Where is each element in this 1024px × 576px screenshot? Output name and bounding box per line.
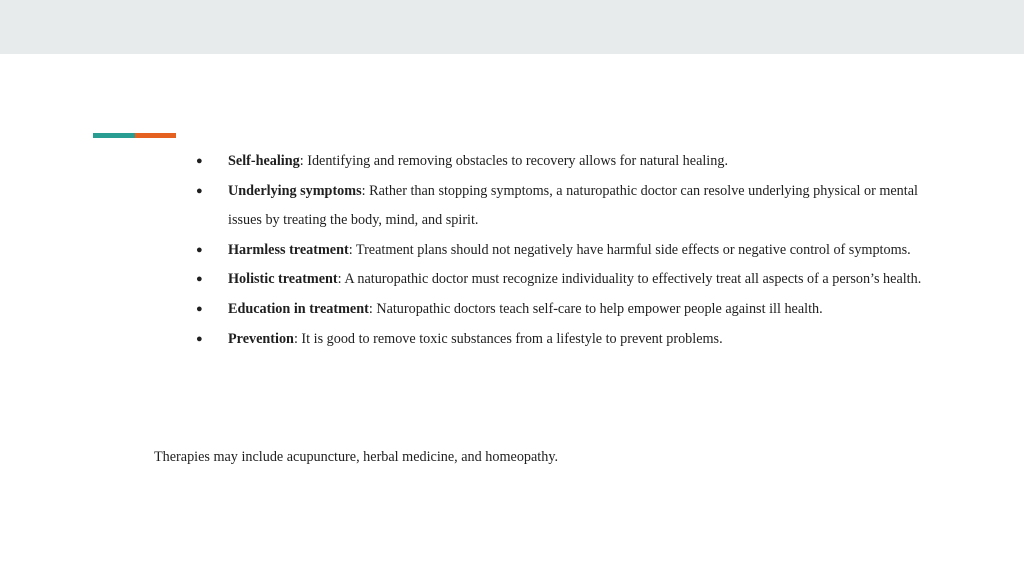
- item-term: Underlying symptoms: [228, 182, 362, 199]
- item-term: Education in treatment: [228, 300, 369, 317]
- bullet-dot-icon: ●: [196, 155, 203, 167]
- item-text: : A naturopathic doctor must recognize individuality to effectively treat all aspects of a person’s health.: [337, 271, 922, 288]
- bullet-dot-icon: ●: [196, 243, 203, 256]
- item-term: Prevention: [228, 330, 294, 347]
- closing-paragraph: Therapies may include acupuncture, herbal medicine, and homeopathy.: [154, 449, 559, 465]
- accent-bar-orange: [135, 133, 176, 138]
- bullet-dot-icon: ●: [196, 184, 203, 197]
- list-item: [196, 325, 936, 355]
- bullet-dot-icon: ●: [196, 273, 203, 286]
- item-term: Harmless treatment: [228, 241, 349, 258]
- principles-list: [196, 147, 936, 354]
- item-text: : Naturopathic doctors teach self-care to help empower people against ill health.: [368, 300, 823, 317]
- list-item: [196, 295, 936, 325]
- item-text: : It is good to remove toxic substances from a lifestyle to prevent problems.: [293, 330, 723, 347]
- bullet-dot-icon: ●: [196, 302, 203, 315]
- item-text: : Identifying and removing obstacles to recovery allows for natural healing.: [299, 153, 728, 169]
- item-text: : Rather than stopping symptoms, a naturopathic doctor can resolve underlying physical or mental issues by treating the body, mind, and spirit.: [228, 182, 918, 229]
- top-band: [0, 0, 1024, 54]
- list-item: [196, 236, 936, 266]
- list-item: [196, 265, 936, 295]
- item-text: : Treatment plans should not negatively have harmful side effects or negative control of symptoms.: [348, 241, 911, 258]
- list-item: [196, 177, 936, 236]
- list-item: [196, 147, 936, 177]
- accent-bar-teal: [93, 133, 135, 138]
- item-term: Holistic treatment: [228, 271, 338, 288]
- item-term: Self-healing: [228, 153, 300, 169]
- bullet-dot-icon: ●: [196, 332, 203, 345]
